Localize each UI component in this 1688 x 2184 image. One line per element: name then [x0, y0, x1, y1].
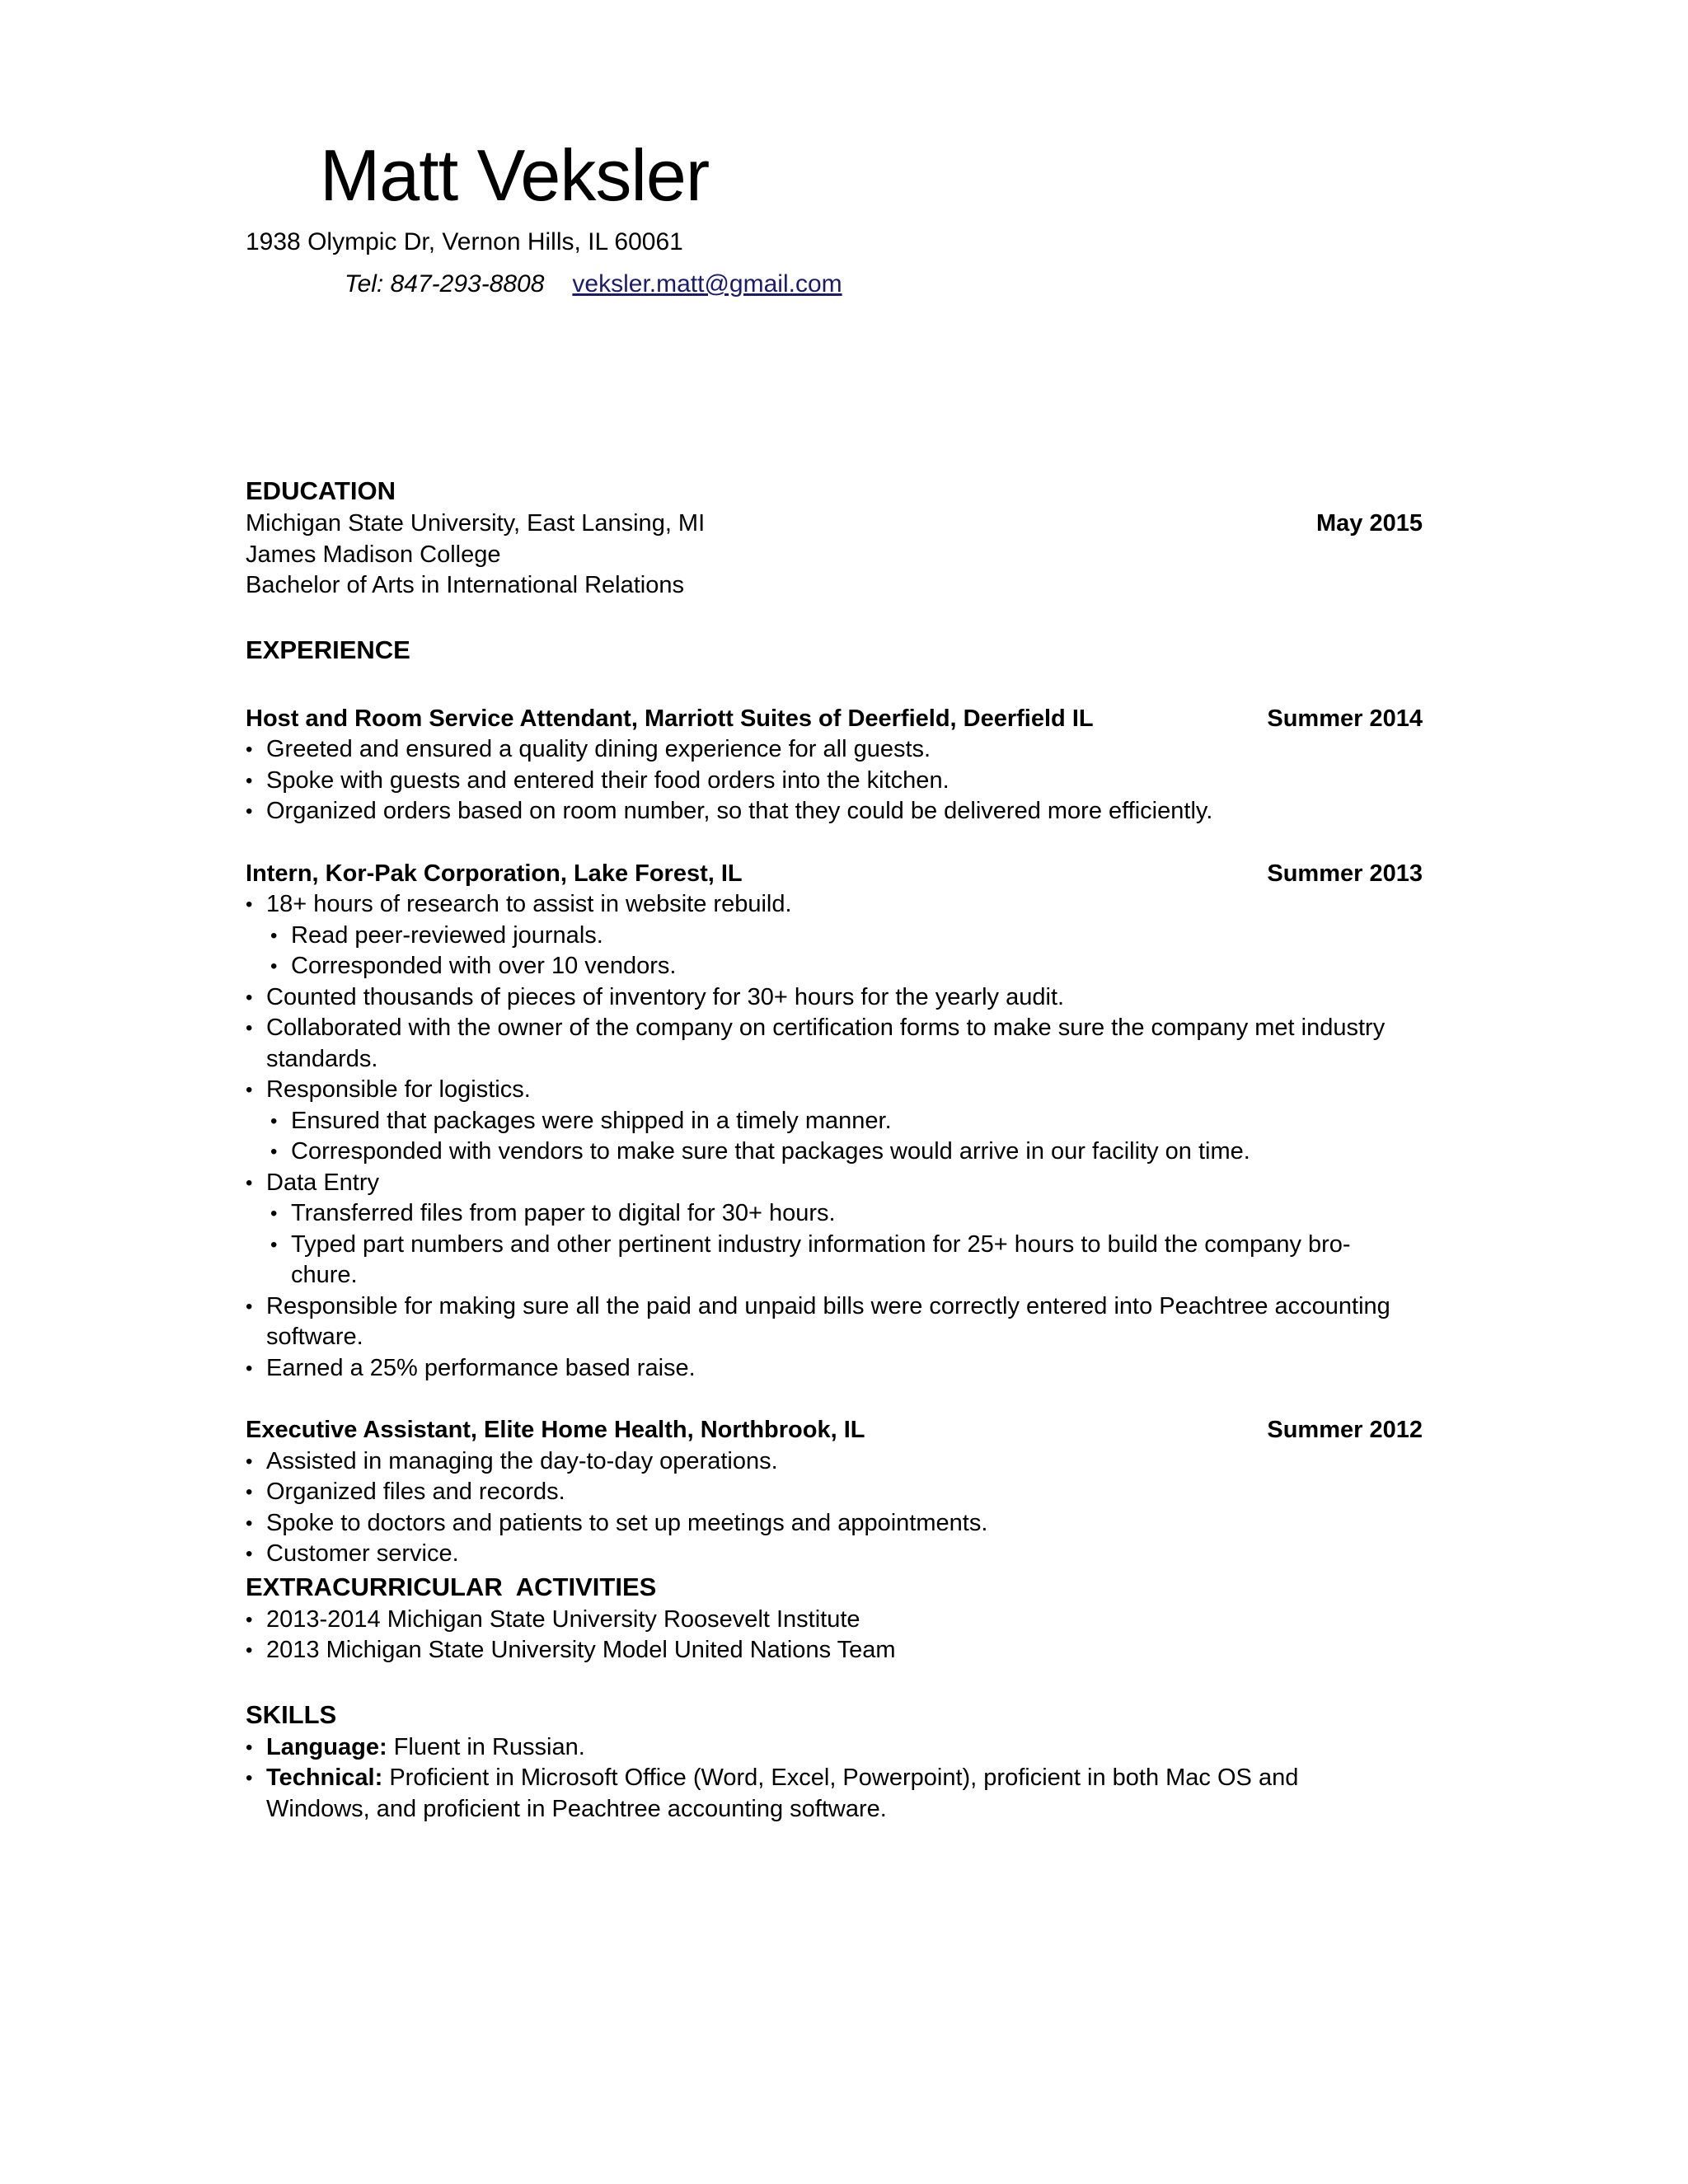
experience-heading: EXPERIENCE	[246, 635, 410, 664]
address: 1938 Olympic Dr, Vernon Hills, IL 60061	[246, 228, 683, 255]
skills-heading: SKILLS	[246, 1699, 337, 1729]
list-item: • Ensured that packages were shipped in a timely manner.	[270, 1106, 1423, 1137]
list-item: • Spoke with guests and entered their food orders into the kitchen.	[246, 766, 1423, 797]
list-item-text: Responsible for making sure all the paid and unpaid bills were correctly entered into Peachtree accounting	[266, 1292, 1390, 1319]
skill-value: Fluent in Russian.	[387, 1733, 585, 1760]
list-item: • 18+ hours of research to assist in website rebuild.	[246, 889, 1423, 921]
job-header	[246, 859, 1423, 890]
list-item	[246, 1013, 1423, 1075]
extracurricular-list	[246, 1605, 1423, 1666]
list-item: • Counted thousands of pieces of inventory for 30+ hours for the yearly audit.	[246, 982, 1423, 1014]
job-bullets	[246, 1446, 1423, 1570]
resume-content	[246, 474, 1423, 1825]
skill-technical	[246, 1763, 1423, 1825]
education-college: James Madison College	[246, 541, 501, 568]
contact-line	[345, 268, 842, 301]
job-bullets	[246, 734, 1423, 827]
list-item: • Spoke to doctors and patients to set up meetings and appointments.	[246, 1508, 1423, 1540]
list-item: • Read peer-reviewed journals.	[270, 921, 1423, 952]
education-degree: Bachelor of Arts in International Relations	[246, 572, 684, 598]
education-school: Michigan State University, East Lansing, MI	[246, 510, 706, 537]
list-item: • Earned a 25% performance based raise.	[246, 1353, 1423, 1385]
list-item: • Transferred files from paper to digital for 30+ hours.	[270, 1198, 1423, 1230]
list-item-continuation: chure.	[291, 1262, 358, 1288]
list-item: • Organized orders based on room number, so that they could be delivered more efficiently.	[246, 796, 1423, 827]
list-item: • 2013-2014 Michigan State University Roosevelt Institute	[246, 1605, 1423, 1636]
list-item: • Organized files and records.	[246, 1477, 1423, 1508]
list-item	[270, 1230, 1423, 1291]
job-title: Intern, Kor-Pak Corporation, Lake Forest, IL	[246, 860, 743, 887]
list-item-text: Typed part numbers and other pertinent industry information for 25+ hours to build the company bro-	[291, 1230, 1351, 1258]
extracurricular-heading: EXTRACURRICULAR ACTIVITIES	[246, 1572, 657, 1601]
skills-list	[246, 1732, 1423, 1825]
email-link[interactable]: veksler.matt@gmail.com	[572, 270, 842, 298]
job-bullets	[246, 889, 1423, 1384]
education-date: May 2015	[1316, 510, 1423, 537]
list-item: • Corresponded with vendors to make sure that packages would arrive in our facility on time.	[270, 1137, 1423, 1168]
skill-value: Proficient in Microsoft Office (Word, Excel, Powerpoint), proficient in both Mac OS and	[382, 1765, 1299, 1791]
job-date: Summer 2012	[1267, 1417, 1423, 1443]
list-item-continuation: standards.	[266, 1045, 378, 1072]
list-item: • Assisted in managing the day-to-day operations.	[246, 1446, 1423, 1478]
list-item: • Greeted and ensured a quality dining experience for all guests.	[246, 734, 1423, 766]
list-item-text: Collaborated with the owner of the company on certification forms to make sure the company met industry	[266, 1015, 1386, 1041]
candidate-name: Matt Veksler	[320, 134, 710, 216]
job-date: Summer 2014	[1267, 705, 1423, 732]
education-row	[246, 509, 1423, 540]
job-date: Summer 2013	[1267, 860, 1423, 887]
education-heading: EDUCATION	[246, 476, 396, 505]
job-title: Executive Assistant, Elite Home Health, Northbrook, IL	[246, 1417, 865, 1443]
skill-label: Technical:	[266, 1765, 383, 1791]
job-header	[246, 704, 1423, 735]
list-item: • Responsible for logistics.	[246, 1075, 1423, 1106]
job-header	[246, 1415, 1423, 1446]
list-item: • Data Entry	[246, 1168, 1423, 1199]
list-item-continuation: software.	[266, 1324, 363, 1350]
skill-value-continuation: Windows, and proficient in Peachtree accounting software.	[266, 1795, 887, 1822]
list-item: • 2013 Michigan State University Model United Nations Team	[246, 1635, 1423, 1666]
list-item: • Customer service.	[246, 1539, 1423, 1570]
list-item: • Corresponded with over 10 vendors.	[270, 951, 1423, 982]
telephone: Tel: 847-293-8808	[345, 270, 545, 298]
skill-label: Language:	[266, 1733, 387, 1760]
skill-language	[246, 1732, 1423, 1764]
job-title: Host and Room Service Attendant, Marriott Suites of Deerfield, Deerfield IL	[246, 705, 1094, 732]
list-item	[246, 1291, 1423, 1353]
